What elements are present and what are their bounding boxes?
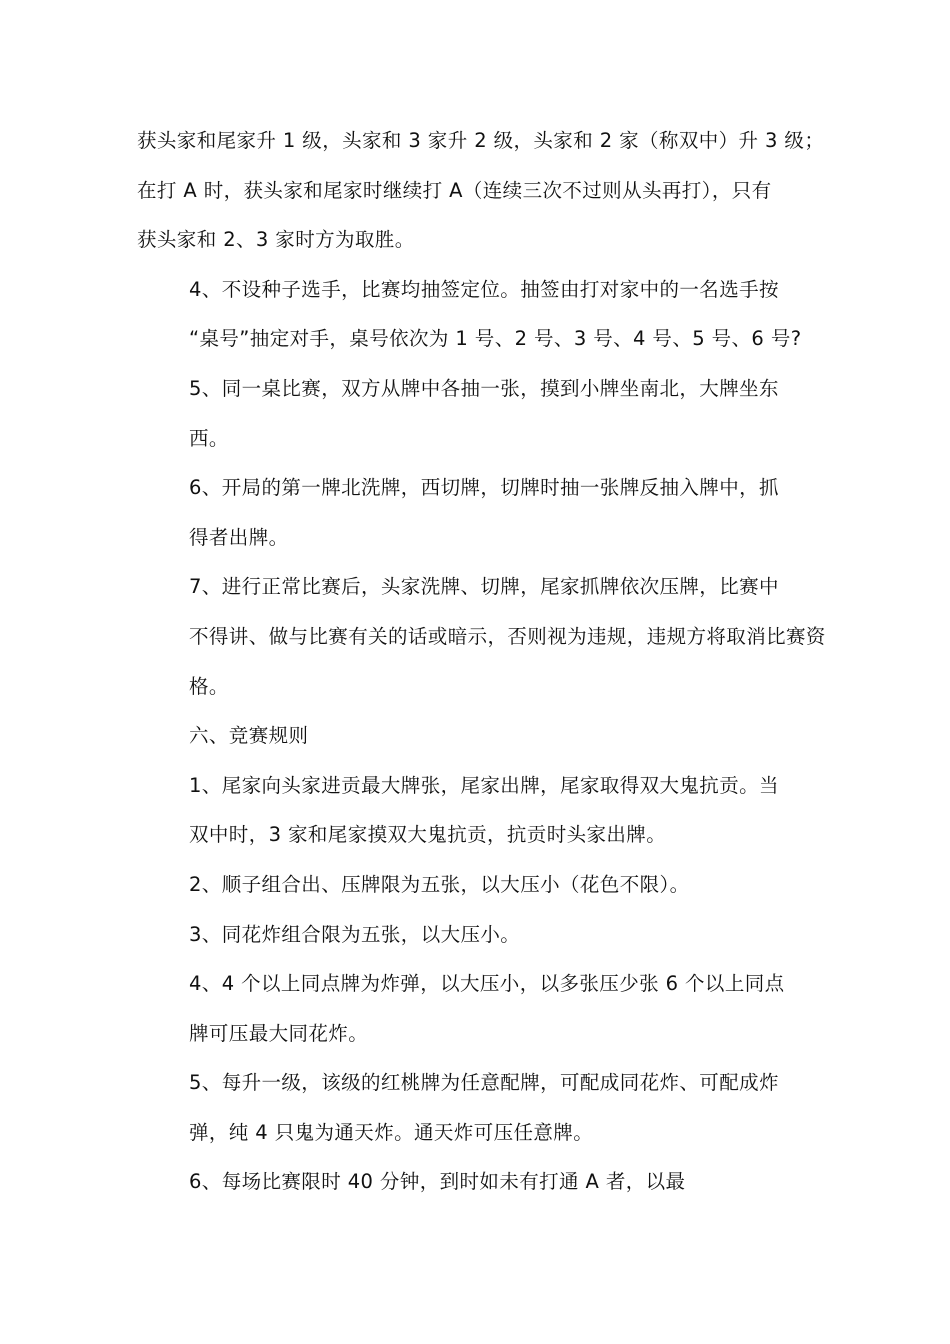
text-line: “桌号”抽定对手，桌号依次为 1 号、2 号、3 号、4 号、5 号、6 号?: [189, 327, 802, 351]
text-line: 4、4 个以上同点牌为炸弹，以大压小，以多张压少张 6 个以上同点: [189, 972, 785, 996]
paragraph-rule-6-time-limit: [137, 1157, 821, 1207]
text-line: 6、每场比赛限时 40 分钟，到时如未有打通 A 者，以最: [189, 1170, 686, 1194]
text-line: 不得讲、做与比赛有关的话或暗示，否则视为违规，违规方将取消比赛资: [189, 624, 826, 648]
text-line: 西。: [189, 426, 229, 450]
paragraph-rule-4-bombs: [137, 959, 821, 1058]
text-line: 得者出牌。: [189, 525, 289, 549]
section-heading-competition-rules: [137, 711, 821, 761]
paragraph-rule-5-wildcards: [137, 1058, 821, 1157]
section-heading: 六、竞赛规则: [189, 724, 309, 748]
paragraph-rule-2-straights: [137, 860, 821, 910]
text-line: 5、每升一级，该级的红桃牌为任意配牌，可配成同花炸、可配成炸: [189, 1071, 779, 1095]
paragraph-promotion-rules: [137, 116, 825, 265]
text-line: 5、同一桌比赛，双方从牌中各抽一张，摸到小牌坐南北，大牌坐东: [189, 376, 779, 400]
text-line: 获头家和 2、3 家时方为取胜。: [137, 228, 415, 252]
text-line: 1、尾家向头家进贡最大牌张，尾家出牌，尾家取得双大鬼抗贡。当: [189, 773, 779, 797]
paragraph-item-7-conduct: [137, 562, 826, 711]
text-line: 在打 A 时，获头家和尾家时继续打 A（连续三次不过则从头再打），只有: [137, 178, 772, 202]
text-line: 4、不设种子选手，比赛均抽签定位。抽签由打对家中的一名选手按: [189, 277, 779, 301]
document-body: [137, 116, 826, 1207]
text-line: 弹，纯 4 只鬼为通天炸。通天炸可压任意牌。: [189, 1120, 594, 1144]
text-line: 2、顺子组合出、压牌限为五张，以大压小（花色不限）。: [189, 872, 690, 896]
paragraph-item-4-seeding: [137, 265, 821, 364]
text-line: 格。: [189, 674, 229, 698]
paragraph-item-5-seating: [137, 364, 821, 463]
paragraph-item-6-opening: [137, 463, 821, 562]
text-line: 牌可压最大同花炸。: [189, 1021, 369, 1045]
text-line: 双中时，3 家和尾家摸双大鬼抗贡，抗贡时头家出牌。: [189, 823, 667, 847]
text-line: 6、开局的第一牌北洗牌，西切牌，切牌时抽一张牌反抽入牌中，抓: [189, 476, 779, 500]
text-line: 3、同花炸组合限为五张，以大压小。: [189, 922, 521, 946]
paragraph-rule-3-flush-bomb: [137, 910, 821, 960]
paragraph-rule-1-tribute: [137, 761, 821, 860]
text-line: 7、进行正常比赛后，头家洗牌、切牌，尾家抓牌依次压牌，比赛中: [189, 575, 779, 599]
text-line: 获头家和尾家升 1 级，头家和 3 家升 2 级，头家和 2 家（称双中）升 3 级；: [137, 129, 825, 152]
